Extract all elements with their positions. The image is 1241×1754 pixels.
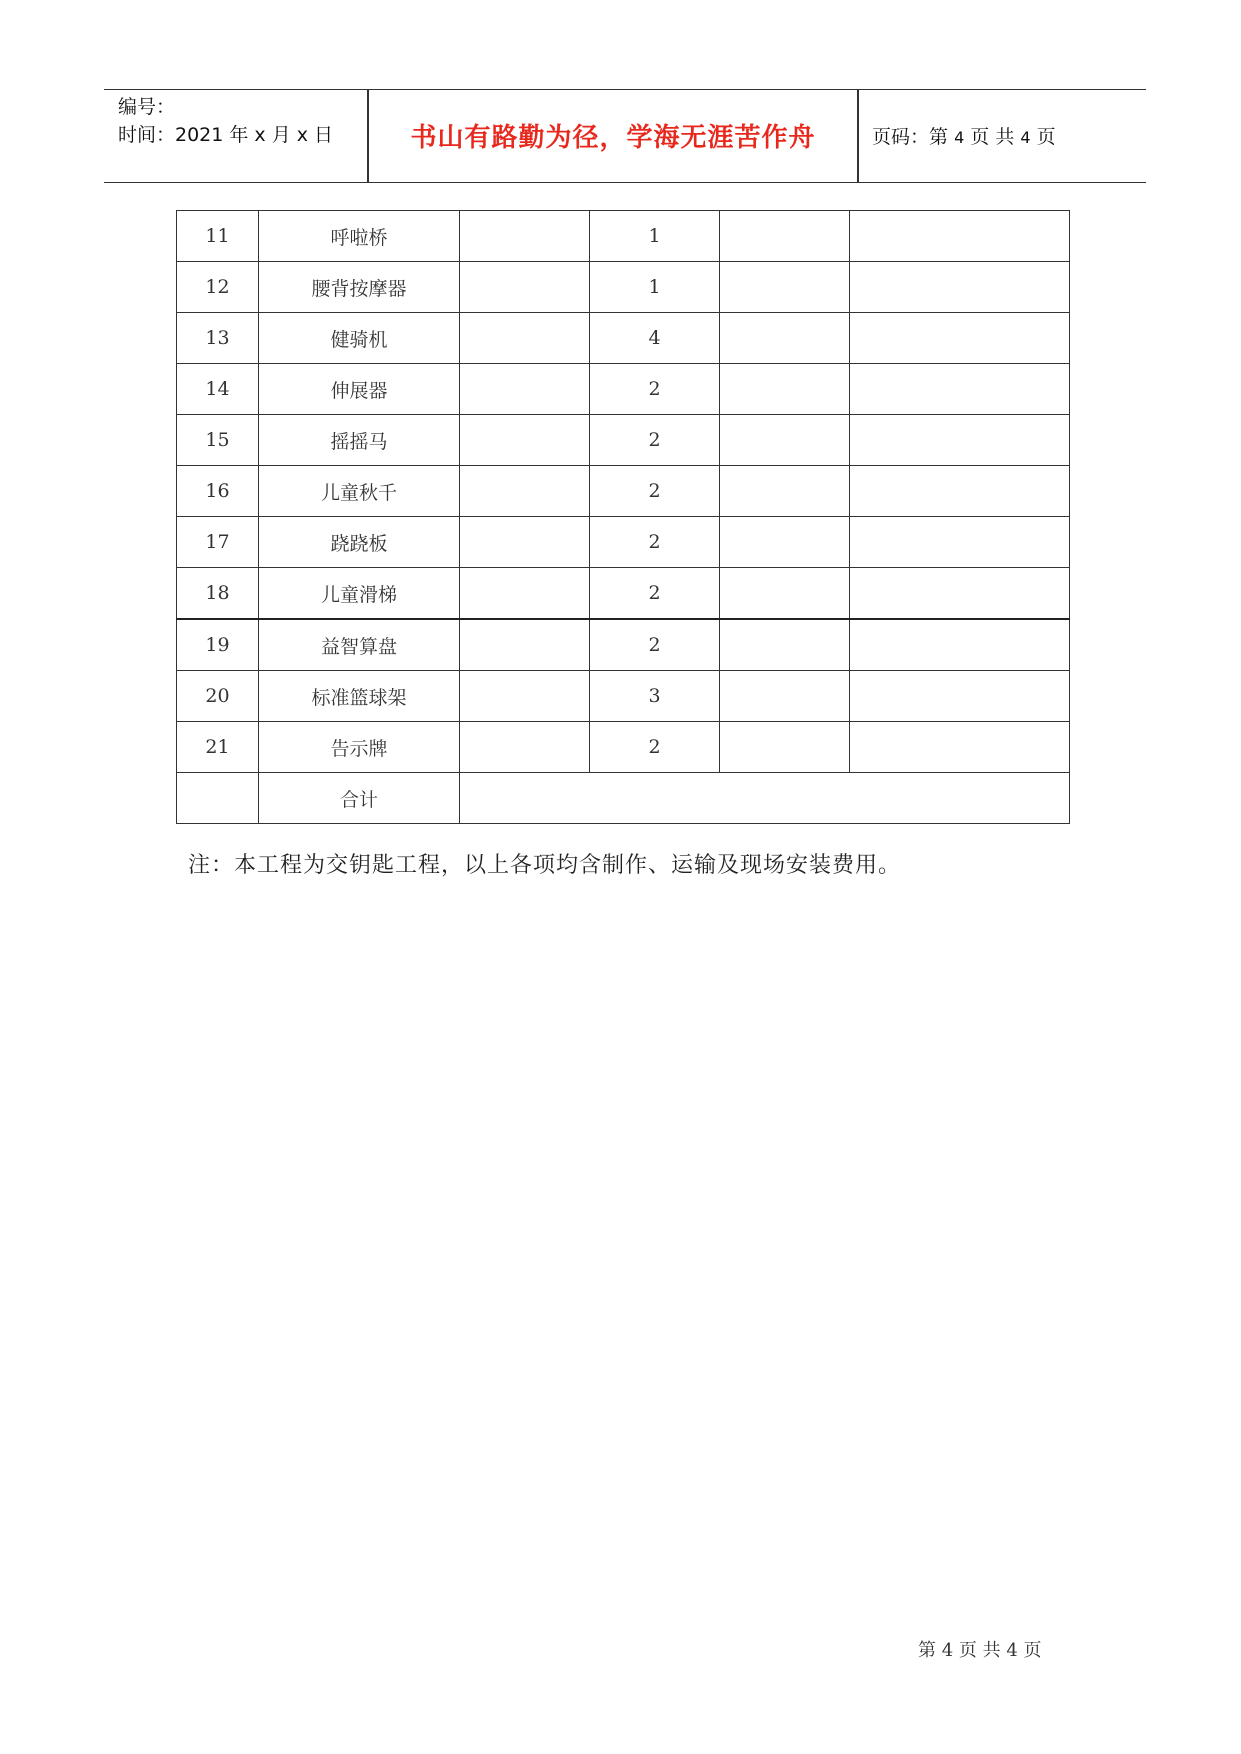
empty-cell <box>850 568 1070 620</box>
empty-cell <box>720 671 850 722</box>
pager-mid: 页 共 <box>970 126 1015 148</box>
document-number-label: 编号： <box>118 96 176 118</box>
empty-cell <box>720 364 850 415</box>
empty-cell <box>720 568 850 620</box>
row-number-cell: 12 <box>177 262 259 313</box>
empty-cell <box>460 517 590 568</box>
empty-cell <box>720 466 850 517</box>
empty-cell <box>460 619 590 671</box>
empty-cell <box>460 671 590 722</box>
item-name-cell: 告示牌 <box>259 722 460 773</box>
item-name-cell: 呼啦桥 <box>259 211 460 262</box>
header-divider <box>857 90 859 182</box>
header-motto: 书山有路勤为径，学海无涯苦作舟 <box>410 123 816 153</box>
header-page-indicator <box>872 122 1056 149</box>
item-name-cell: 伸展器 <box>259 364 460 415</box>
empty-cell <box>850 313 1070 364</box>
empty-cell <box>460 262 590 313</box>
empty-cell <box>720 517 850 568</box>
table-row <box>177 211 1070 262</box>
quantity-cell: 2 <box>590 568 720 620</box>
empty-cell <box>177 773 259 824</box>
table-row <box>177 364 1070 415</box>
pager-prefix: 页码：第 <box>872 126 949 148</box>
item-name-cell: 益智算盘 <box>259 619 460 671</box>
row-number-cell: 14 <box>177 364 259 415</box>
quantity-cell: 2 <box>590 415 720 466</box>
table-row <box>177 671 1070 722</box>
quantity-cell: 1 <box>590 262 720 313</box>
empty-cell <box>460 415 590 466</box>
empty-cell <box>460 364 590 415</box>
empty-cell <box>460 722 590 773</box>
pager-current: 4 <box>954 128 965 147</box>
table-note: 注：本工程为交钥匙工程，以上各项均含制作、运输及现场安装费用。 <box>188 853 902 878</box>
pager-total: 4 <box>1020 128 1031 147</box>
table-row <box>177 517 1070 568</box>
total-label-cell: 合计 <box>259 773 460 824</box>
empty-cell <box>850 211 1070 262</box>
item-name-cell: 腰背按摩器 <box>259 262 460 313</box>
total-row <box>177 773 1070 824</box>
document-time: 时间：2021 年 x 月 x 日 <box>118 124 334 146</box>
item-name-cell: 儿童秋千 <box>259 466 460 517</box>
row-number-cell: 16 <box>177 466 259 517</box>
row-number-cell: 15 <box>177 415 259 466</box>
empty-cell <box>460 313 590 364</box>
total-value-cell <box>460 773 1070 824</box>
empty-cell <box>850 415 1070 466</box>
item-name-cell: 摇摇马 <box>259 415 460 466</box>
empty-cell <box>720 722 850 773</box>
quantity-cell: 3 <box>590 671 720 722</box>
empty-cell <box>720 619 850 671</box>
quantity-cell: 2 <box>590 466 720 517</box>
equipment-table <box>176 210 1070 824</box>
row-number-cell: 21 <box>177 722 259 773</box>
quantity-cell: 2 <box>590 517 720 568</box>
empty-cell <box>850 262 1070 313</box>
item-name-cell: 健骑机 <box>259 313 460 364</box>
quantity-cell: 2 <box>590 722 720 773</box>
item-name-cell: 儿童滑梯 <box>259 568 460 620</box>
row-number-cell: 20 <box>177 671 259 722</box>
table-row <box>177 722 1070 773</box>
table-row <box>177 313 1070 364</box>
item-name-cell: 标准篮球架 <box>259 671 460 722</box>
empty-cell <box>460 568 590 620</box>
item-name-cell: 跷跷板 <box>259 517 460 568</box>
page-header <box>104 89 1146 183</box>
row-number-cell: 18 <box>177 568 259 620</box>
table-row <box>177 568 1070 620</box>
empty-cell <box>720 415 850 466</box>
empty-cell <box>460 466 590 517</box>
empty-cell <box>720 262 850 313</box>
quantity-cell: 4 <box>590 313 720 364</box>
row-number-cell: 11 <box>177 211 259 262</box>
quantity-cell: 2 <box>590 364 720 415</box>
empty-cell <box>850 364 1070 415</box>
row-number-cell: 17 <box>177 517 259 568</box>
quantity-cell: 1 <box>590 211 720 262</box>
table-row <box>177 619 1070 671</box>
quantity-cell: 2 <box>590 619 720 671</box>
table-row <box>177 262 1070 313</box>
empty-cell <box>850 517 1070 568</box>
empty-cell <box>460 211 590 262</box>
table-row <box>177 415 1070 466</box>
empty-cell <box>850 671 1070 722</box>
empty-cell <box>850 619 1070 671</box>
table-row <box>177 466 1070 517</box>
row-number-cell: 19 <box>177 619 259 671</box>
empty-cell <box>720 211 850 262</box>
pager-suffix: 页 <box>1036 126 1056 148</box>
footer-page-number: 第 4 页 共 4 页 <box>918 1640 1042 1661</box>
empty-cell <box>850 722 1070 773</box>
empty-cell <box>850 466 1070 517</box>
empty-cell <box>720 313 850 364</box>
row-number-cell: 13 <box>177 313 259 364</box>
